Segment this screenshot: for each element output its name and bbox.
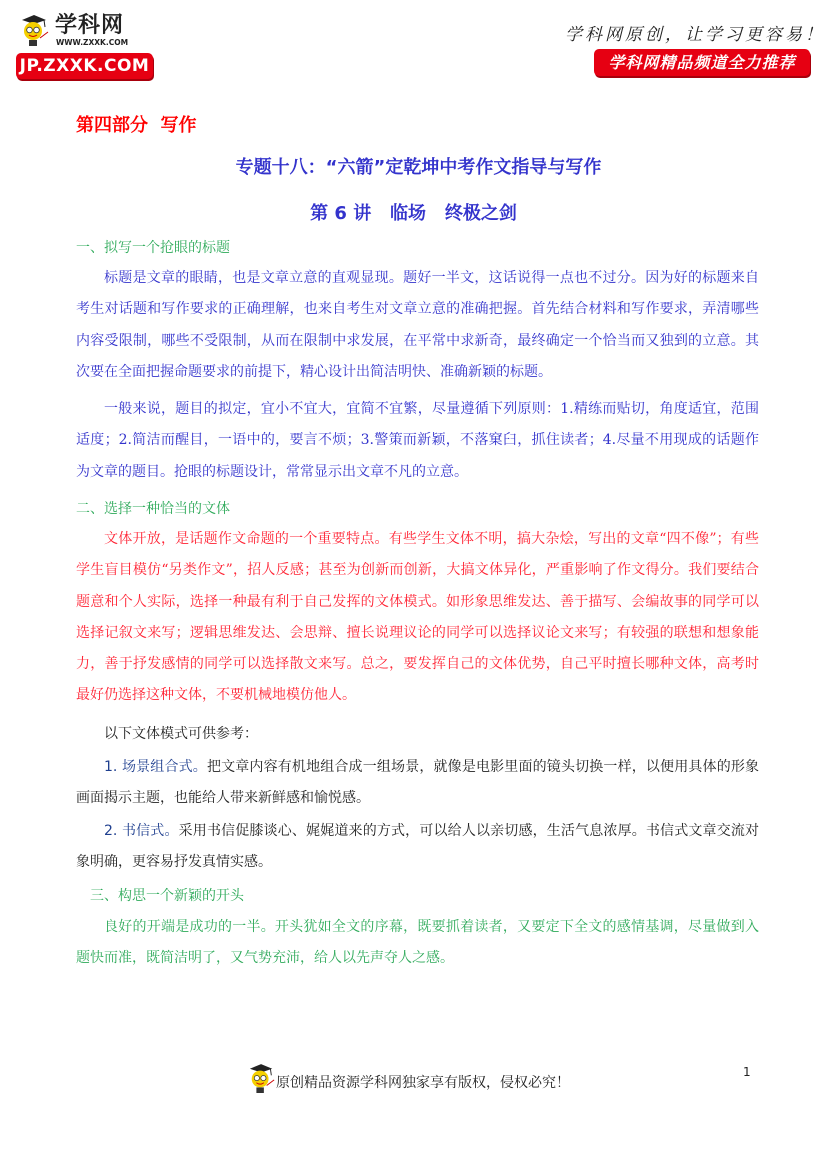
section-2-paragraph-1: 文体开放，是话题作文命题的一个重要特点。有些学生文体不明，搞大杂烩，写出的文章“四不像”；有些学生盲目模仿“另类作文”，招人反感；甚至为创新而创新，大搞文体异化，严重影响了作文得分。我们要结合题意和个人实际，选择一种最有利于自己发挥的文体模式。如形象思维发达、善于描写、会编故事的同学可以选择记叙文来写；逻辑思维发达、会思辩、擅长说理议论的同学可以选择议论文来写；有较强的联想和想象能力，善于抒发感情的同学可以选择散文来写。总之，要发挥自己的文体优势，自己平时擅长哪种文体，高考时最好仍选择这种文体，不要机械地模仿他人。 <box>76 531 759 704</box>
section-heading-1: 一、拟写一个抢眼的标题 <box>76 240 230 256</box>
style-item-1-number: 1. <box>104 759 118 775</box>
mascot-logo-icon <box>20 14 50 48</box>
section-3-paragraph-1: 良好的开端是成功的一半。开头犹如全文的序幕，既要抓着读者，又要定下全文的感情基调，尽量做到入题快而准，既简洁明了，又气势充沛，给人以先声夺人之感。 <box>76 919 759 967</box>
promo-badge: 学科网精品频道全力推荐 <box>594 49 810 76</box>
section-heading-2: 二、选择一种恰当的文体 <box>76 501 230 517</box>
topic-title: 专题十八：“六箭”定乾坤中考作文指导与写作 <box>235 157 602 178</box>
section-1-paragraph-2: 一般来说，题目的拟定，宜小不宜大，宜简不宜繁，尽量遵循下列原则：1.精练而贴切，角度适宜，范围适度；2.简洁而醒目，一语中的，要言不烦；3.警策而新颖，不落窠臼，抓住读者；4.尽量不用现成的话题作为文章的题目。抢眼的标题设计，常常显示出文章不凡的立意。 <box>76 401 759 480</box>
jp-site-badge[interactable]: JP.ZXXK.COM <box>16 53 153 79</box>
style-item-1-text: 把文章内容有机地组合成一组场景，就像是电影里面的镜头切换一样，以便用具体的形象画面揭示主题，也能给人带来新鲜感和愉悦感。 <box>76 759 760 807</box>
style-item-2-number: 2. <box>104 823 118 839</box>
footer-copyright: 原创精品资源学科网独家享有版权，侵权必究！ <box>276 1075 570 1091</box>
section-2-paragraph-2: 以下文体模式可供参考： <box>104 726 258 742</box>
page-number: 1 <box>743 1065 751 1079</box>
style-item-1 <box>76 752 759 815</box>
site-logo-text: 学科网 <box>55 13 125 38</box>
header-slogan: 学科网原创，让学习更容易！ <box>565 25 825 45</box>
lecture-title: 第 6 讲 临场 终极之剑 <box>310 203 517 224</box>
style-item-2-text: 采用书信促膝谈心、娓娓道来的方式，可以给人以亲切感，生活气息浓厚。书信式文章交流对象明确，更容易抒发真情实感。 <box>76 823 760 871</box>
part-title: 第四部分 写作 <box>76 115 197 136</box>
style-item-2-title: 书信式。 <box>121 823 179 839</box>
section-heading-3: 三、构思一个新颖的开头 <box>90 888 244 904</box>
footer-mascot-icon <box>248 1062 276 1096</box>
section-1-paragraph-1: 标题是文章的眼睛，也是文章立意的直观显现。题好一半文，这话说得一点也不过分。因为好的标题来自考生对话题和写作要求的正确理解，也来自考生对文章立意的准确把握。首先结合材料和写作要求，弄清哪些内容受限制，哪些不受限制，从而在限制中求发展，在平常中求新奇，最终确定一个恰当而又独到的立意。其次要在全面把握命题要求的前提下，精心设计出简洁明快、准确新颖的标题。 <box>76 270 759 380</box>
style-item-2 <box>76 816 759 879</box>
style-item-1-title: 场景组合式。 <box>121 759 207 775</box>
site-logo-url: WWW.ZXXK.COM <box>56 38 129 47</box>
